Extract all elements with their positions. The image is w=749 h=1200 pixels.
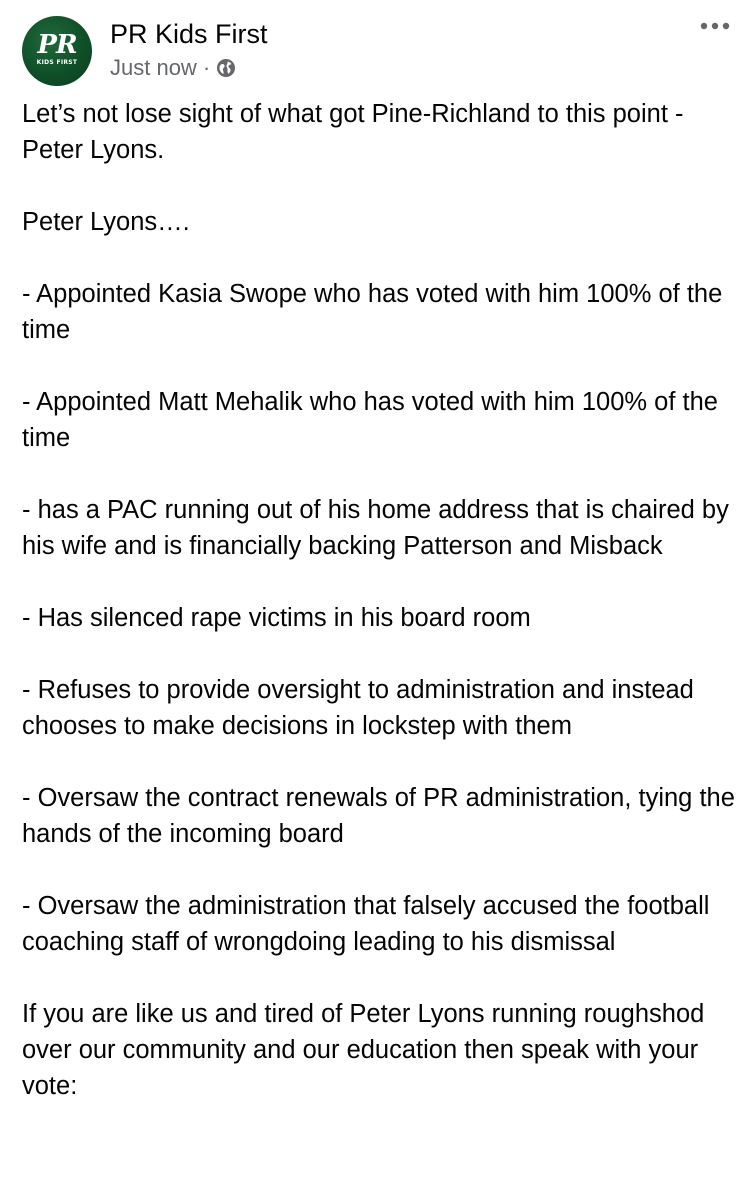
more-options-button[interactable] [697,14,733,38]
more-options-icon [700,17,730,35]
post-paragraph: - has a PAC running out of his home address that is chaired by his wife and is financially backing Patterson and Misback [22,496,729,560]
post-paragraph: - Refuses to provide oversight to administration and instead chooses to make decisions in lockstep with them [22,676,694,740]
page-avatar[interactable] [22,16,92,86]
avatar-logo-text: PR [37,30,77,60]
post-timestamp[interactable]: Just now [110,55,197,80]
avatar-sub-text: KIDS FIRST [36,59,78,66]
post-paragraph: Peter Lyons…. [22,208,190,236]
post-meta [110,55,236,81]
post-paragraph: - Appointed Matt Mehalik who has voted with him 100% of the time [22,388,718,452]
post-paragraph: - Oversaw the contract renewals of PR administration, tying the hands of the incoming board [22,784,735,848]
post-body [22,96,740,1104]
meta-separator: · [202,55,211,80]
post-header [22,12,733,86]
globe-icon[interactable] [216,58,236,78]
post-paragraph: - Has silenced rape victims in his board room [22,604,531,632]
page-name-link[interactable]: PR Kids First [110,19,268,49]
post-paragraph: - Appointed Kasia Swope who has voted with him 100% of the time [22,280,723,344]
post-paragraph: - Oversaw the administration that falsely accused the football coaching staff of wrongdoing leading to his dismissal [22,892,710,956]
post-paragraph: Let’s not lose sight of what got Pine-Richland to this point - Peter Lyons. [22,100,684,164]
post-paragraph: If you are like us and tired of Peter Lyons running roughshod over our community and our education then speak with your vote: [22,1000,705,1100]
